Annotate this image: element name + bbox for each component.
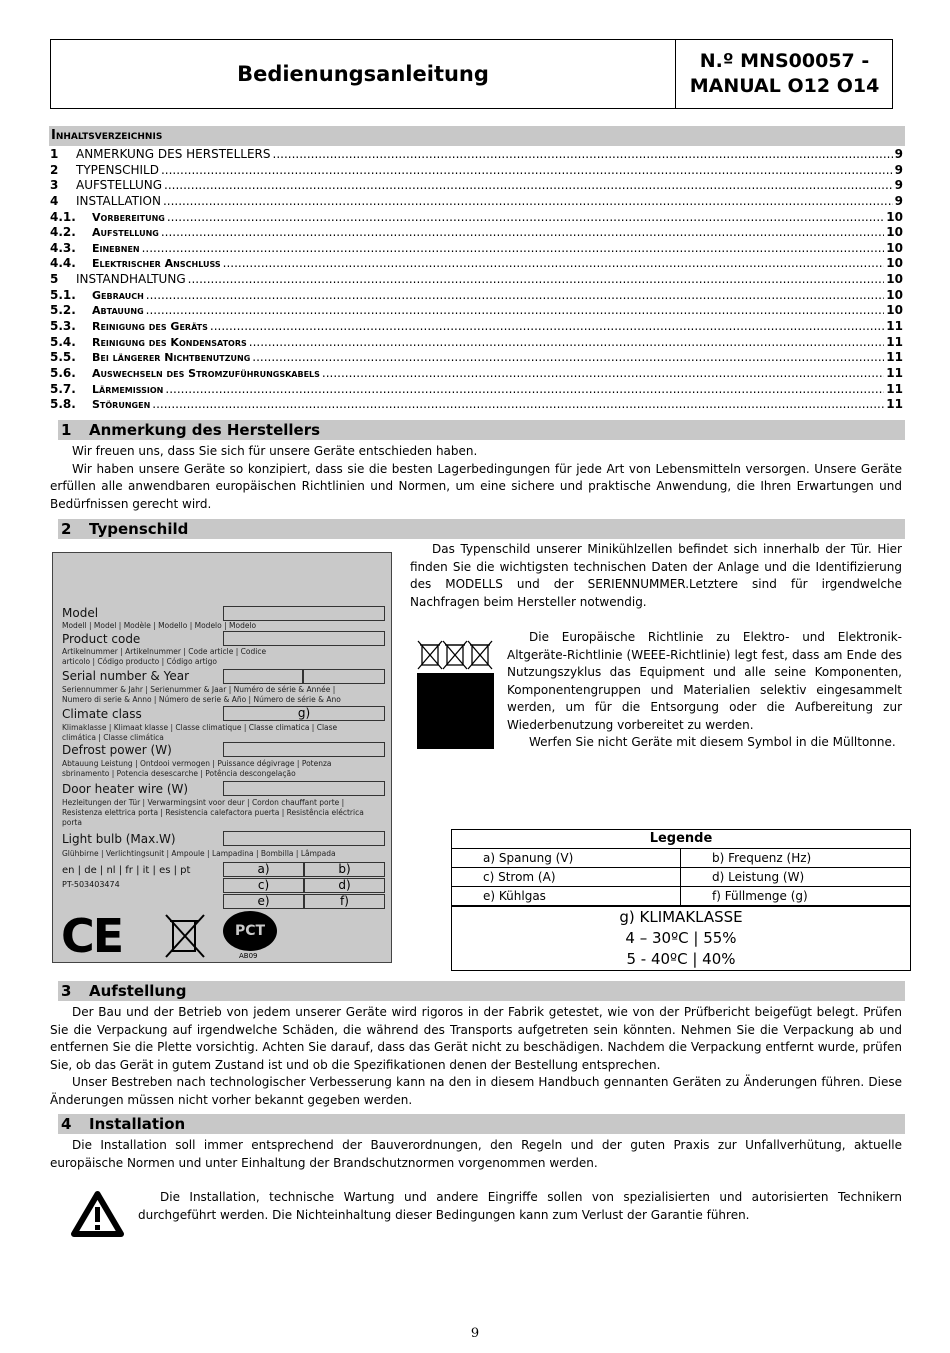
toc-entry-page: 9: [894, 193, 903, 208]
toc-entry-title: Auswechseln des Stromzuführungskabels: [92, 366, 320, 380]
section-1-p1: Wir freuen uns, dass Sie sich für unsere Geräte entschieden haben.: [72, 444, 478, 458]
nameplate-cell-e: e): [223, 894, 304, 909]
toc-entry-page: 10: [886, 303, 903, 318]
toc-entry[interactable]: [50, 272, 903, 288]
section-3-p2: Unser Bestreben nach technologischer Verbesserung kann na den in diesem Handbuch gennanten Geräten zu Änderungen führen. Diese Änderungen müssen nicht vorher bekannt gegeben werden.: [50, 1075, 902, 1107]
toc-entry-title: Gebrauch: [92, 288, 144, 302]
nameplate-defrost-label: Defrost power (W): [62, 743, 172, 757]
nameplate-serial-label: Serial number & Year: [62, 669, 189, 683]
section-3-p1: Der Bau und der Betrieb von jedem unserer Geräte wird rigoros in der Fabrik getestet, wie von der Prüfbericht beigefügt belegt. Prüfen Sie die Verpackung auf irgendwelche Schäden, die während des Transports aufgetreten sein könnten. Nehmen Sie die Verpackung ab und entfernen Sie die Plette vorsichtig. Achten Sie darauf, dass das Gerät nicht zu beschädigen. Nachdem die Verpackung entfernt wurde, prüfen Sie, ob das Gerät in gutem Zustand ist und ob die Spezifikationen denen der Bestellung entsprechen.: [50, 1005, 902, 1072]
toc-entry-page: 9: [894, 147, 903, 161]
section-4-warning-text: Die Installation, technische Wartung und andere Eingriffe sollen von spezialisierten und autorisierten Technikern durchgeführt werden. Die Nichteinhaltung dieser Bedingungen kann zum Verlust der Garantie führen.: [138, 1190, 902, 1222]
toc-entry-title: AUFSTELLUNG: [76, 178, 163, 193]
toc-entry-number: 4.4.: [50, 256, 76, 271]
toc-leader-dots: [210, 319, 884, 335]
toc-leader-dots: [146, 288, 885, 304]
section-1-p2: Wir haben unsere Geräte so konzipiert, dass sie die besten Lagerbedingungen für jede Art von Lebensmitteln versorgen. Unsere Geräte erfüllen alle anwendbaren europäischen Richtlinien und Normen, um eine sichere und praktische Anwendung, die Ihren Erwartungen und Bedürfnissen gerecht wird.: [50, 461, 902, 511]
nameplate-image: [52, 552, 392, 963]
toc-entry-page: 10: [886, 287, 903, 302]
legend-heading: Legende: [452, 830, 910, 849]
toc-leader-dots: [165, 382, 884, 398]
nameplate-ab09: AB09: [239, 952, 258, 960]
toc-entry-number: 5.6.: [50, 365, 76, 380]
toc-entry[interactable]: [50, 163, 903, 179]
legend-cell: e) Kühlgas: [452, 887, 681, 905]
page-number: 9: [470, 1326, 480, 1341]
manual-number: [675, 40, 893, 108]
legend-cell: d) Leistung (W): [712, 870, 805, 884]
section-2-p2: Die Europäische Richtlinie zu Elektro- und Elektronik-Altgeräte-Richtlinie (WEEE-Richtlinie) legt fest, dass am Ende des Nutzungszyklus das Equipment und alle seine Komponenten, Komponentengruppen und Materialien selektiv eingesammelt werden, um für die Entsorgung oder die Aufbereitung zur Wiederbenutzung vorbereitet zu werden.: [507, 630, 902, 732]
legend-cell: c) Strom (A): [452, 868, 681, 886]
toc-entry-title: Einebnen: [92, 241, 140, 255]
section-4-p1: Die Installation soll immer entsprechend der Bauverordnungen, den Regeln und der guten Praxis zur Unfallverhütung, aktuelle europäische Normen und unter Einhaltung der Brandschutznormen vorgenommen werden.: [50, 1138, 902, 1170]
toc-entry-number: 4.2.: [50, 225, 76, 240]
nameplate-bulb-box: [223, 831, 385, 846]
toc-entry-title: INSTANDHALTUNG: [76, 272, 186, 287]
legend-climate-5: 5 - 40ºC | 40%: [626, 950, 736, 968]
nameplate-part-number: PT-503403474: [62, 880, 120, 889]
toc-entry[interactable]: [50, 147, 903, 163]
nameplate-model-box: [223, 606, 385, 621]
toc-entry-page: 10: [886, 256, 903, 271]
nameplate-serial-translations: Seriennummer & Jahr | Serienummer & Jaar | Numéro de série & Année | Numero di serie & Anno | Número de serie & Año | Número de série & Ano: [62, 685, 341, 704]
legend-cell: a) Spanung (V): [452, 849, 681, 867]
toc-entry[interactable]: [50, 382, 903, 398]
legend-row: [452, 849, 910, 868]
toc-entry-page: 10: [886, 272, 903, 287]
nameplate-cell-f: f): [304, 894, 385, 909]
toc-entry-page: 10: [886, 225, 903, 240]
legend-cell: b) Frequenz (Hz): [712, 851, 812, 865]
legend-climate-4: 4 – 30ºC | 55%: [625, 929, 737, 947]
legend-table: [451, 829, 911, 971]
toc-entry[interactable]: [50, 210, 903, 226]
legend-cell: f) Füllmenge (g): [712, 889, 808, 903]
section-2-p1: Das Typenschild unserer Minikühlzellen befindet sich innerhalb der Tür. Hier finden Sie die wichtigsten technischen Daten der Anlage und die Identifizierung des MODELLS und der SERIENNUMMER.Letztere sind für irgendwelche Nachfragen beim Hersteller notwendig.: [410, 542, 902, 609]
nameplate-defrost-translations: Abtauung Leistung | Ontdooi vermogen | Puissance dégivrage | Potenza sbrinamento | Potencia desescarche | Potência descongelação: [62, 759, 332, 778]
warning-triangle-icon: [70, 1190, 125, 1240]
toc-entry-number: 2: [50, 162, 59, 177]
legend-row: [452, 868, 910, 887]
toc-leader-dots: [322, 366, 884, 382]
toc-entry-title: Bei längerer Nichtbenutzung: [92, 351, 251, 365]
pct-mark-icon: PCT: [223, 911, 277, 951]
nameplate-door-translations: Hezleitungen der Tür | Verwarmingsint voor deur | Cordon chauffant porte | Resistenza elettrica porta | Resistencia calefactora puerta | Resistência eléctrica porta: [62, 798, 364, 827]
nameplate-defrost-box: [223, 742, 385, 757]
nameplate-climate-box: g): [223, 706, 385, 721]
nameplate-serial-box: [223, 669, 303, 684]
nameplate-code-translations: Artikelnummer | Artikelnummer | Code article | Codice articolo | Código producto | Código artigo: [62, 647, 267, 666]
toc-entry[interactable]: [50, 397, 903, 413]
toc-entry[interactable]: [50, 335, 903, 351]
manual-number-line1: N.º MNS00057 -: [699, 50, 870, 72]
document-header: [50, 39, 893, 109]
toc-entry-page: 11: [886, 381, 903, 396]
toc-entry[interactable]: [50, 225, 903, 241]
toc-leader-dots: [142, 241, 885, 257]
toc-entry-number: 4: [50, 193, 59, 208]
nameplate-cell-b: b): [304, 862, 385, 877]
toc-entry-page: 11: [886, 397, 903, 412]
toc-leader-dots: [273, 147, 893, 163]
toc-leader-dots: [161, 163, 893, 179]
toc-entry-number: 5.3.: [50, 319, 76, 334]
toc-entry[interactable]: [50, 178, 903, 194]
nameplate-languages: en | de | nl | fr | it | es | pt: [62, 865, 191, 876]
legend-climate-heading: g) KLIMAKLASSE: [619, 908, 743, 926]
toc-entry-title: Vorbereitung: [92, 210, 165, 224]
nameplate-door-label: Door heater wire (W): [62, 782, 189, 796]
ce-mark-icon: CE: [61, 909, 123, 963]
toc-leader-dots: [163, 194, 893, 210]
toc-entry-page: 10: [886, 240, 903, 255]
nameplate-model-label: Model: [62, 606, 99, 620]
toc-entry-title: INSTALLATION: [76, 193, 161, 208]
toc-heading: Inhaltsverzeichnis: [49, 126, 905, 146]
toc-entry-number: 3: [50, 178, 59, 193]
nameplate-cell-c: c): [223, 878, 304, 893]
toc-leader-dots: [167, 210, 884, 226]
toc-entry-number: 1: [50, 147, 59, 161]
weee-bin-icon: [417, 637, 494, 749]
toc-entry[interactable]: [50, 319, 903, 335]
toc-entry-title: TYPENSCHILD: [76, 162, 159, 177]
toc-entry-page: 9: [894, 178, 903, 193]
toc-leader-dots: [152, 397, 884, 413]
toc-entry-title: Störungen: [92, 398, 151, 412]
toc-entry[interactable]: [50, 350, 903, 366]
toc-leader-dots: [249, 335, 885, 351]
toc-entry[interactable]: [50, 256, 903, 272]
crossed-bin-icon: [163, 911, 207, 959]
section-2-p3: Werfen Sie nicht Geräte mit diesem Symbol in die Mülltonne.: [529, 735, 896, 749]
toc-entry-number: 5.2.: [50, 303, 76, 318]
toc-entry-number: 5.7.: [50, 381, 76, 396]
section-4-heading: 4 Installation: [58, 1114, 905, 1134]
toc-entry-page: 11: [886, 350, 903, 365]
toc-entry-number: 4.3.: [50, 240, 76, 255]
toc-entry-title: ANMERKUNG DES HERSTELLERS: [76, 147, 271, 161]
toc-entry[interactable]: [50, 303, 903, 319]
toc-leader-dots: [252, 350, 884, 366]
section-3-heading: 3 Aufstellung: [58, 981, 905, 1001]
nameplate-cell-d: d): [304, 878, 385, 893]
toc-entry-title: Aufstellung: [92, 226, 159, 240]
toc-entry-page: 11: [886, 334, 903, 349]
toc-entry-title: Reinigung des Geräts: [92, 320, 208, 334]
toc-entry-page: 10: [886, 209, 903, 224]
toc-leader-dots: [146, 303, 885, 319]
table-of-contents: [50, 147, 903, 413]
toc-entry-page: 9: [894, 162, 903, 177]
toc-leader-dots: [161, 225, 884, 241]
toc-entry-number: 5.1.: [50, 287, 76, 302]
toc-entry-page: 11: [886, 365, 903, 380]
toc-leader-dots: [164, 178, 893, 194]
nameplate-climate-label: Climate class: [62, 707, 142, 721]
nameplate-climate-translations: Klimaklasse | Klimaat klasse | Classe climatique | Classe climatica | Clase climática | Classe climática: [62, 723, 338, 742]
toc-entry-number: 5.5.: [50, 350, 76, 365]
nameplate-code-label: Product code: [62, 632, 141, 646]
section-3-body: [50, 1004, 902, 1109]
toc-leader-dots: [188, 272, 885, 288]
section-1-heading: 1 Anmerkung des Herstellers: [58, 420, 905, 440]
section-2-heading: 2 Typenschild: [58, 519, 905, 539]
toc-entry[interactable]: [50, 366, 903, 382]
section-2-weee-text: [507, 629, 902, 752]
section-1-body: [50, 443, 902, 513]
toc-entry-number: 5.4.: [50, 334, 76, 349]
toc-entry-title: Lärmemission: [92, 382, 164, 396]
toc-entry-page: 11: [886, 319, 903, 334]
toc-entry[interactable]: [50, 288, 903, 304]
toc-entry-title: Abtauung: [92, 304, 144, 318]
nameplate-bulb-label: Light bulb (Max.W): [62, 832, 176, 846]
toc-entry-title: Reinigung des Kondensators: [92, 335, 247, 349]
toc-entry-number: 4.1.: [50, 209, 76, 224]
nameplate-cell-a: a): [223, 862, 304, 877]
document-title: Bedienungsanleitung: [237, 62, 489, 86]
toc-entry-title: Elektrischer Anschluss: [92, 257, 221, 271]
nameplate-code-box: [223, 631, 385, 646]
nameplate-year-box: [303, 669, 385, 684]
toc-entry-number: 5.8.: [50, 397, 76, 412]
nameplate-door-box: [223, 781, 385, 796]
nameplate-model-translations: Modell | Model | Modèle | Modello | Modelo | Modelo: [62, 621, 257, 630]
toc-entry[interactable]: [50, 241, 903, 257]
manual-number-line2: MANUAL O12 O14: [689, 75, 880, 97]
toc-entry-number: 5: [50, 272, 59, 287]
toc-entry[interactable]: [50, 194, 903, 210]
toc-leader-dots: [223, 256, 885, 272]
nameplate-bulb-translations: Glühbirne | Verlichtingsunit | Ampoule | Lampadina | Bombilla | Lâmpada: [62, 849, 336, 858]
legend-row: [452, 887, 910, 907]
